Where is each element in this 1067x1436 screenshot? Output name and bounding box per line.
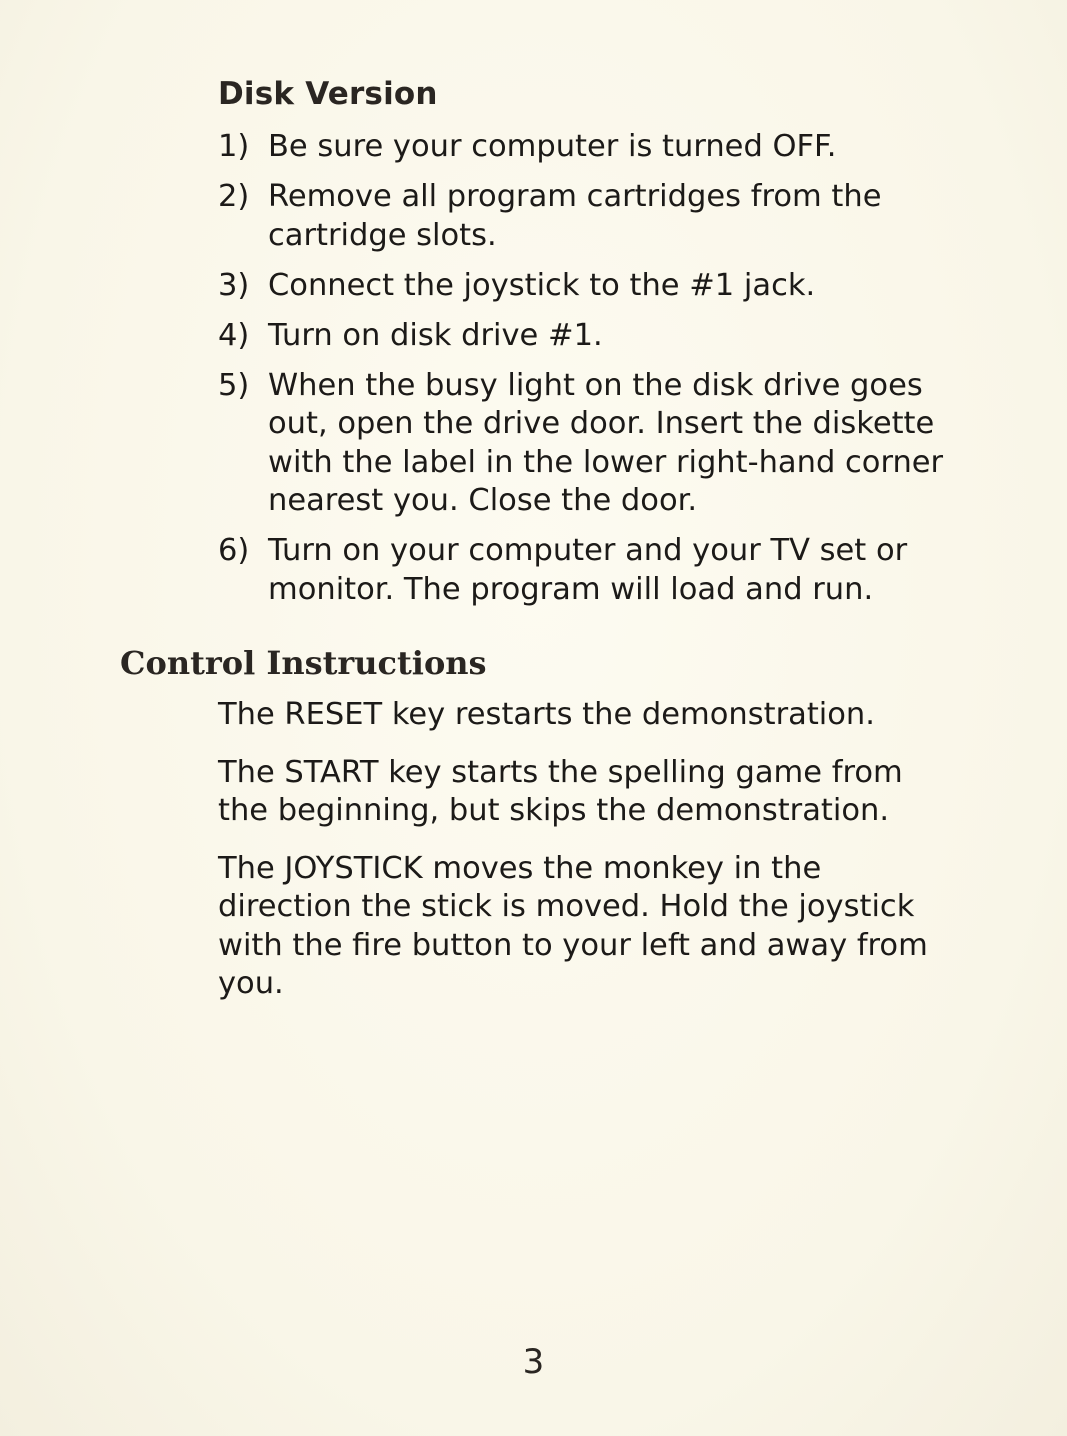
step-text: Turn on your computer and your TV set or monitor. The program will load and run. — [268, 533, 908, 607]
disk-version-heading: Disk Version — [218, 76, 438, 112]
step-number: 3) — [218, 267, 250, 303]
step-text: Be sure your computer is turned OFF. — [268, 129, 837, 164]
control-paragraph: The JOYSTICK moves the monkey in the direction the stick is moved. Hold the joystick with the fire button to your left and away from you. — [218, 850, 928, 1001]
control-instructions-heading: Control Instructions — [120, 644, 487, 682]
step-text: Connect the joystick to the #1 jack. — [268, 267, 816, 303]
step-number: 1) — [218, 129, 250, 164]
step-text: When the busy light on the disk drive goes out, open the drive door. Insert the diskette with the label in the lower right-hand corner nearest you. Close the door. — [268, 367, 944, 518]
step-item — [218, 128, 958, 167]
step-text: Remove all program cartridges from the cartridge slots. — [268, 179, 882, 253]
step-text: Turn on disk drive #1. — [268, 317, 603, 353]
control-paragraph: The RESET key restarts the demonstration. — [218, 697, 875, 732]
step-number: 6) — [218, 533, 250, 568]
step-item — [218, 178, 958, 255]
step-number: 5) — [218, 367, 250, 403]
step-item — [218, 367, 958, 521]
step-item — [218, 532, 958, 609]
control-instructions-body — [218, 696, 938, 1023]
disk-setup-steps — [218, 128, 958, 621]
step-number: 4) — [218, 317, 250, 353]
page-number: 3 — [522, 1342, 545, 1382]
control-paragraph: The START key starts the spelling game from the beginning, but skips the demonstration. — [218, 754, 903, 828]
step-item — [218, 267, 958, 306]
step-item — [218, 317, 958, 356]
step-number: 2) — [218, 179, 250, 214]
